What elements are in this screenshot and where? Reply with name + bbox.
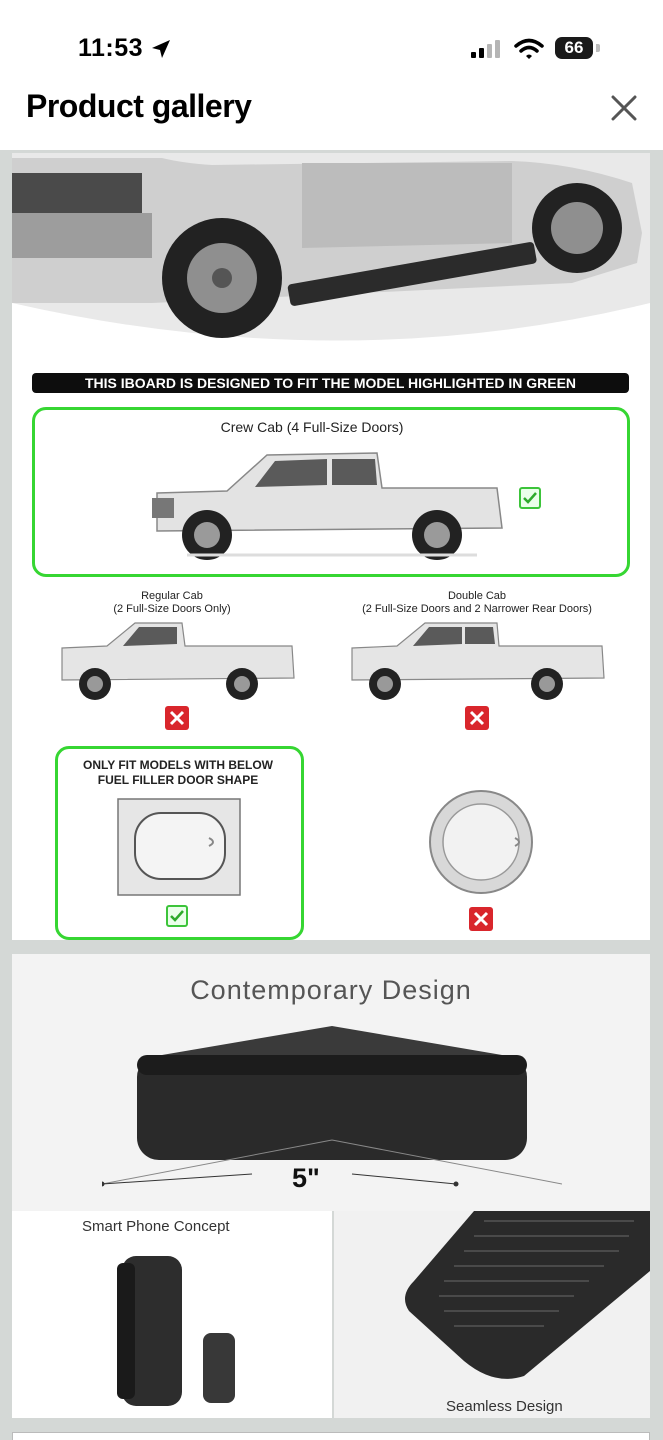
battery-tip xyxy=(596,44,600,52)
seamless-image[interactable] xyxy=(334,1211,650,1418)
close-button[interactable] xyxy=(604,88,644,128)
double-cab-truck xyxy=(347,618,607,703)
fuel-filler-line2: FUEL FILLER DOOR SHAPE xyxy=(97,773,259,787)
crew-cab-truck xyxy=(147,443,507,563)
smart-phone-label: Smart Phone Concept xyxy=(82,1218,230,1235)
double-cab-title: Double Cab xyxy=(447,590,507,602)
regular-cab-truck xyxy=(57,618,297,703)
regular-cab-title: Regular Cab xyxy=(141,590,203,602)
fitment-image[interactable] xyxy=(12,153,650,940)
close-icon xyxy=(604,88,644,128)
smart-phone-image[interactable] xyxy=(12,1211,332,1418)
seamless-label: Seamless Design xyxy=(446,1398,563,1415)
regular-cab-x-icon xyxy=(165,706,189,730)
battery-indicator xyxy=(555,37,593,59)
step-bar-profile xyxy=(102,1022,562,1202)
round-door-x-icon xyxy=(469,907,493,931)
page-title: Product gallery xyxy=(26,88,252,124)
end-cap-photos xyxy=(97,1251,257,1416)
square-fuel-door xyxy=(117,798,241,896)
fuel-door-check-icon xyxy=(166,905,188,927)
width-label: 5" xyxy=(292,1163,320,1193)
double-cab-x-icon xyxy=(465,706,489,730)
battery-level: 66 xyxy=(564,38,584,57)
double-cab-subtitle: (2 Full-Size Doors and 2 Narrower Rear Doors) xyxy=(362,603,592,615)
crew-cab-label: Crew Cab (4 Full-Size Doors) xyxy=(220,419,404,435)
location-arrow-icon xyxy=(150,38,172,60)
cellular-signal-icon xyxy=(470,38,504,60)
status-bar xyxy=(0,0,663,80)
fuel-filler-line1: ONLY FIT MODELS WITH BELOW xyxy=(83,758,273,772)
wifi-icon xyxy=(514,38,544,60)
regular-cab-subtitle: (2 Full-Size Doors Only) xyxy=(113,603,231,615)
next-card-edge xyxy=(12,1432,650,1440)
step-bar-closeup xyxy=(394,1211,650,1381)
round-fuel-door xyxy=(427,788,535,896)
status-time: 11:53 xyxy=(78,34,144,62)
design-title: Contemporary Design xyxy=(190,975,472,1005)
fitment-banner: THIS IBOARD IS DESIGNED TO FIT THE MODEL HIGHLIGHTED IN GREEN xyxy=(32,373,629,393)
truck-hero-photo xyxy=(12,153,650,363)
crew-cab-check-icon xyxy=(519,487,541,509)
